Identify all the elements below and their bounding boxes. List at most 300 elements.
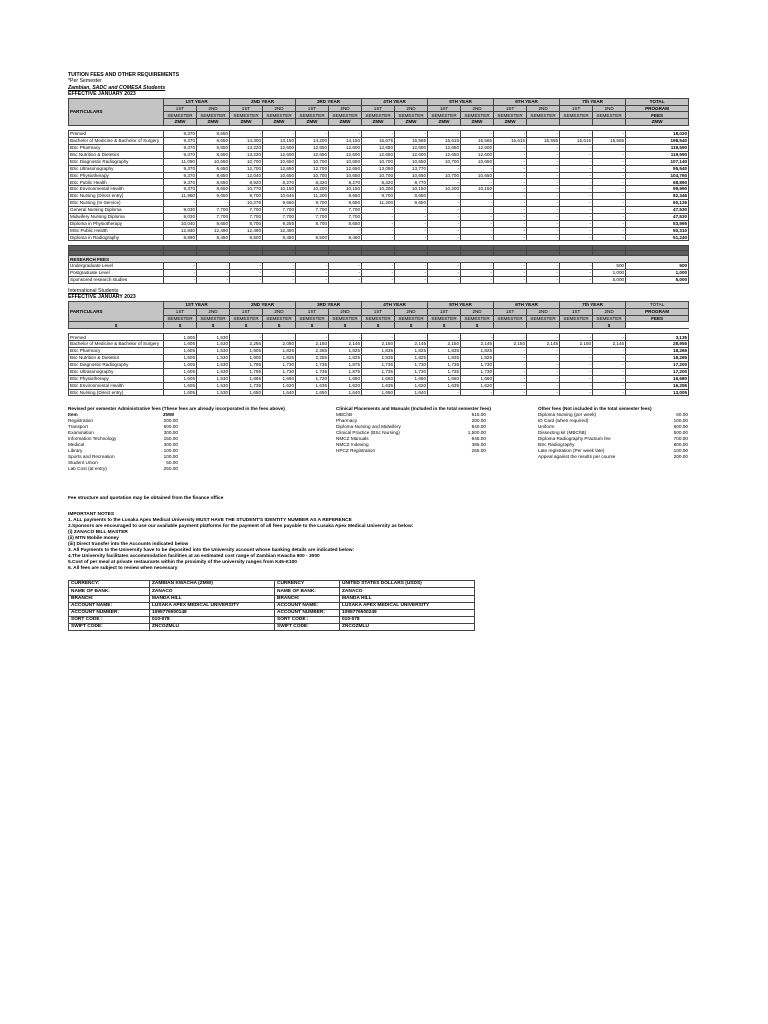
fee-item-value: 945.00 <box>471 436 486 442</box>
fee-item-name: Sports and Recreation <box>68 454 115 460</box>
fee-cell: 13,220 <box>230 144 263 151</box>
fee-cell: 9,700 <box>296 200 329 207</box>
note-line: 5.Cost of per meal at private restaurants within the proximity of the university ranges from K45-K100 <box>68 560 297 566</box>
fee-cell: 12,650 <box>428 151 461 158</box>
table-row <box>69 165 689 172</box>
fee-cell: - <box>395 277 428 284</box>
fee-cell: 14,200 <box>296 138 329 145</box>
particulars-header: PARTICULARS <box>69 98 164 126</box>
fee-cell: 10,650 <box>395 172 428 179</box>
fee-cell: - <box>593 193 626 200</box>
total-header: TOTAL <box>626 301 689 308</box>
fee-item-name: NMCZ Manuals <box>336 436 369 442</box>
fee-cell: 12,650 <box>362 144 395 151</box>
fee-cell: - <box>560 131 593 138</box>
international-header <box>68 288 688 301</box>
currency-label: $ <box>461 322 494 329</box>
fee-cell: 9,370 <box>164 138 197 145</box>
fee-cell: 8,650 <box>197 179 230 186</box>
fee-cell: 2,145 <box>593 341 626 348</box>
table-row <box>69 158 689 165</box>
semester-2-label: 2ND <box>527 308 560 315</box>
fee-cell: 1,835 <box>428 355 461 362</box>
fee-item-name: Diploma Nursing and Midwifery <box>336 424 401 430</box>
bank-field-label: SORT CODE : <box>275 616 340 623</box>
fee-cell: 9,370 <box>164 165 197 172</box>
fee-cell: - <box>494 355 527 362</box>
semester-word: SEMESTER <box>197 112 230 119</box>
fee-cell: 1,825 <box>395 355 428 362</box>
fee-item-value: 600.00 <box>163 424 178 430</box>
fee-cell: - <box>461 270 494 277</box>
total-cell: 68,890 <box>626 179 689 186</box>
total-cell: 28,955 <box>626 341 689 348</box>
program-name: Bachelor of Medicine & Bachelor of Surgery <box>69 341 164 348</box>
fee-cell: 12,040 <box>230 172 263 179</box>
note-line: 2.Sponsors are encouraged to use our available payment platforms for the payment of all fees payable to the Lusaka Apex Medical University as below: <box>68 524 414 530</box>
fee-cell: - <box>560 355 593 362</box>
fee-cell: 8,700 <box>296 220 329 227</box>
semester-2-label: 2ND <box>395 105 428 112</box>
bank-field-label: SWIFT CODE: <box>275 623 340 630</box>
fee-cell: 1,730 <box>395 361 428 368</box>
fee-cell: 1,735 <box>428 368 461 375</box>
fee-cell: - <box>461 220 494 227</box>
fee-cell: - <box>428 206 461 213</box>
fee-cell: - <box>461 277 494 284</box>
currency-label: ZMW <box>296 119 329 126</box>
fee-document <box>68 72 688 631</box>
fee-cell: - <box>560 277 593 284</box>
total-cell: 17,200 <box>626 361 689 368</box>
fee-cell: - <box>527 220 560 227</box>
bank-field-value: ZAMBIAN KWACHA (ZMW) <box>150 581 275 588</box>
fee-cell: - <box>527 355 560 362</box>
fee-cell: - <box>494 186 527 193</box>
fee-cell: - <box>560 220 593 227</box>
fee-cell: - <box>428 193 461 200</box>
year-header: 6TH YEAR <box>494 98 560 105</box>
semester-2-label: 2ND <box>593 308 626 315</box>
fee-cell: 2,150 <box>494 341 527 348</box>
currency-label: $ <box>230 322 263 329</box>
table-row <box>69 375 689 382</box>
fee-cell: 10,700 <box>230 158 263 165</box>
fees-label: FEES <box>626 315 689 322</box>
fee-cell: 7,700 <box>329 206 362 213</box>
fee-cell: - <box>329 131 362 138</box>
bank-field-label: NAME OF BANK: <box>275 588 340 595</box>
fee-cell: - <box>461 165 494 172</box>
fee-cell: 1,530 <box>197 355 230 362</box>
year-header: 3RD YEAR <box>296 98 362 105</box>
fee-cell: - <box>593 172 626 179</box>
fee-cell: 1,640 <box>263 389 296 396</box>
fee-cell: - <box>428 334 461 341</box>
bank-field-label: CURRENCY: <box>69 581 150 588</box>
fee-cell: - <box>527 227 560 234</box>
fee-cell: - <box>527 186 560 193</box>
fee-cell: 1,530 <box>197 334 230 341</box>
fee-cell: 2,255 <box>296 348 329 355</box>
program-name: BSc Diagnostic Radiography <box>69 158 164 165</box>
fee-cell: 8,920 <box>230 179 263 186</box>
program-name: Premed <box>69 131 164 138</box>
fee-cell: - <box>395 234 428 241</box>
table-row <box>69 355 689 362</box>
table-row <box>69 263 689 270</box>
fee-item-value: 500.00 <box>673 430 688 436</box>
fee-cell: - <box>593 179 626 186</box>
fee-cell: - <box>230 131 263 138</box>
fee-cell: - <box>494 368 527 375</box>
fee-cell: - <box>461 206 494 213</box>
semester-word: SEMESTER <box>296 315 329 322</box>
currency-label <box>527 322 560 329</box>
program-name: BSc Pharmacy <box>69 144 164 151</box>
fee-cell: 1,530 <box>197 375 230 382</box>
fee-cell: - <box>263 334 296 341</box>
fee-cell: - <box>494 277 527 284</box>
currency-label: ZMW <box>428 119 461 126</box>
fee-cell: 12,490 <box>197 227 230 234</box>
admin-fee-list <box>68 418 318 472</box>
fee-cell: 1,650 <box>230 389 263 396</box>
table-row <box>69 144 689 151</box>
fee-cell: 1,635 <box>428 382 461 389</box>
fee-cell: 13,150 <box>263 138 296 145</box>
fee-cell: - <box>527 213 560 220</box>
fee-cell: - <box>527 165 560 172</box>
other-fees-block <box>538 406 688 460</box>
fee-cell: 1,905 <box>230 355 263 362</box>
fee-cell: 9,650 <box>395 200 428 207</box>
table-row <box>69 382 689 389</box>
fee-cell: 8,500 <box>230 234 263 241</box>
fee-cell: - <box>461 389 494 396</box>
fee-cell: - <box>593 220 626 227</box>
fee-cell: - <box>593 227 626 234</box>
fee-cell: - <box>428 165 461 172</box>
fee-cell: - <box>362 213 395 220</box>
fee-cell: - <box>494 334 527 341</box>
currency-label: ZMW <box>329 119 362 126</box>
semester-word: SEMESTER <box>395 112 428 119</box>
fee-cell: 1,730 <box>461 368 494 375</box>
program-name: General Nursing Diploma <box>69 206 164 213</box>
fee-cell: - <box>494 206 527 213</box>
fee-cell: 9,370 <box>164 179 197 186</box>
semester-word: SEMESTER <box>197 315 230 322</box>
fee-cell: - <box>428 263 461 270</box>
fee-cell: 1,795 <box>230 361 263 368</box>
fee-cell: 8,650 <box>197 220 230 227</box>
fee-item-name: Lab Cost (at entry) <box>68 466 107 472</box>
bank-field-value: ZANACO <box>150 588 275 595</box>
total-cell: 16,255 <box>626 382 689 389</box>
fee-cell: 1,640 <box>329 389 362 396</box>
program-name: BSc Nursing (In-Service) <box>69 200 164 207</box>
semester-2-label: 2ND <box>263 105 296 112</box>
fee-item-name: MBChB <box>336 412 353 418</box>
fee-cell: - <box>494 144 527 151</box>
bank-field-value: ZNCOZMLU <box>150 623 275 630</box>
fee-cell: - <box>494 348 527 355</box>
fee-cell: - <box>494 158 527 165</box>
fee-cell: - <box>296 227 329 234</box>
program-name: BSc Diagnostic Radiography <box>69 361 164 368</box>
fee-cell: 1,730 <box>263 368 296 375</box>
fee-cell: - <box>296 131 329 138</box>
currency-label: ZMW <box>362 119 395 126</box>
semester-2-label: 2ND <box>527 105 560 112</box>
fee-cell: 10,150 <box>329 186 362 193</box>
year-header: 2ND YEAR <box>230 301 296 308</box>
fee-cell: 12,650 <box>263 165 296 172</box>
fee-cell: - <box>527 234 560 241</box>
fee-cell: - <box>593 206 626 213</box>
bank-details-body <box>69 581 475 631</box>
fee-cell: - <box>527 193 560 200</box>
semester-word: SEMESTER <box>230 315 263 322</box>
fee-cell: 2,150 <box>560 341 593 348</box>
fee-cell: 2,255 <box>296 355 329 362</box>
note-line: 6. All fees are subject to review when necessary <box>68 566 178 572</box>
total-cell: 47,530 <box>626 206 689 213</box>
currency-label <box>494 322 527 329</box>
fee-item-value: 100.00 <box>163 448 178 454</box>
table-row <box>69 348 689 355</box>
fee-cell: - <box>164 263 197 270</box>
fee-cell: - <box>461 334 494 341</box>
table-row <box>69 151 689 158</box>
fee-cell: - <box>362 206 395 213</box>
fee-cell: 1,530 <box>197 389 230 396</box>
fee-item-name: Pharmacy <box>336 418 358 424</box>
fee-cell: 8,650 <box>197 165 230 172</box>
program-name: Diploma in Radiography <box>69 234 164 241</box>
fee-cell: - <box>527 375 560 382</box>
currency-label: $ <box>329 322 362 329</box>
fee-cell: - <box>527 389 560 396</box>
finance-note: Fee structure and quotation may be obtained from the finance office <box>68 496 224 502</box>
fee-cell: - <box>593 131 626 138</box>
fee-cell: 1,865 <box>230 375 263 382</box>
program-name: Premed <box>69 334 164 341</box>
fee-cell: - <box>527 361 560 368</box>
currency-label: $ <box>197 322 230 329</box>
fee-cell: 10,700 <box>296 172 329 179</box>
semester-word: SEMESTER <box>593 112 626 119</box>
fee-cell: - <box>494 165 527 172</box>
fee-cell: - <box>164 270 197 277</box>
document-header <box>68 72 688 98</box>
currency-label: $ <box>362 322 395 329</box>
fee-cell: - <box>362 227 395 234</box>
table-row <box>69 341 689 348</box>
fee-item-value: 300.00 <box>163 430 178 436</box>
fee-cell: - <box>527 263 560 270</box>
fee-cell: 9,370 <box>164 151 197 158</box>
bank-field-value: MANDA HILL <box>150 595 275 602</box>
fee-cell: - <box>494 270 527 277</box>
semester-1-label: 1ST <box>164 105 197 112</box>
fee-cell: 11,200 <box>296 193 329 200</box>
fee-cell: - <box>329 277 362 284</box>
fee-item <box>336 448 536 454</box>
fee-cell: 1,795 <box>230 368 263 375</box>
fee-cell: - <box>527 172 560 179</box>
fee-cell: 1,905 <box>230 348 263 355</box>
semester-2-label: 2ND <box>461 105 494 112</box>
student-category: Zambian, SADC and COMESA Students <box>68 84 166 91</box>
fee-cell: 2,145 <box>329 341 362 348</box>
currency-label: ZMW <box>197 119 230 126</box>
semester-word: SEMESTER <box>230 112 263 119</box>
year-header: 1ST YEAR <box>164 301 230 308</box>
fee-cell: 8,650 <box>197 138 230 145</box>
fee-item-value: 300.00 <box>163 442 178 448</box>
fee-cell: 15,615 <box>428 138 461 145</box>
fee-cell: 1,735 <box>296 361 329 368</box>
fee-cell: 1,605 <box>164 341 197 348</box>
fee-cell: 12,490 <box>230 227 263 234</box>
table-row <box>69 277 689 284</box>
fee-cell: - <box>494 200 527 207</box>
effective-date: EFFECTIVE JANUARY 2023 <box>68 91 136 98</box>
program-name: Bachelor of Medicine & Bachelor of Surgery <box>69 138 164 145</box>
fee-cell: - <box>461 213 494 220</box>
fee-cell: 8,890 <box>164 234 197 241</box>
table-row <box>69 138 689 145</box>
international-title: International Students <box>68 288 119 294</box>
fee-item <box>538 454 688 460</box>
total-cell: 51,240 <box>626 234 689 241</box>
admin-item-label: Item <box>68 412 78 418</box>
fee-cell: - <box>560 227 593 234</box>
semester-word: SEMESTER <box>527 112 560 119</box>
fee-cell: 1,605 <box>164 334 197 341</box>
clinical-fees-title: Clinical Placements and Manuals (Included in the total semester fees) <box>336 406 491 412</box>
year-header: 6TH YEAR <box>494 301 560 308</box>
semester-1-label: 1ST <box>296 308 329 315</box>
fee-cell: 8,500 <box>296 234 329 241</box>
fee-cell: 15,565 <box>593 138 626 145</box>
fee-cell: 1,730 <box>263 361 296 368</box>
fee-cell: 7,700 <box>296 206 329 213</box>
bank-field-value: 1095776500148 <box>150 609 275 616</box>
fee-cell: 9,650 <box>329 200 362 207</box>
fee-cell: 9,650 <box>329 193 362 200</box>
semester-1-label: 1ST <box>428 308 461 315</box>
admin-zmw-label: ZMW <box>163 412 175 418</box>
fee-cell: - <box>461 234 494 241</box>
semester-2-label: 2ND <box>197 308 230 315</box>
year-header: 7th YEAR <box>560 98 626 105</box>
fee-item-value: 200.00 <box>163 418 178 424</box>
semester-2-label: 2ND <box>197 105 230 112</box>
fee-cell: - <box>296 334 329 341</box>
fee-item-value: 200.00 <box>471 418 486 424</box>
fee-cell: 12,700 <box>230 165 263 172</box>
fee-cell: 1,825 <box>329 355 362 362</box>
fee-cell: - <box>593 368 626 375</box>
fee-cell: 1,635 <box>296 382 329 389</box>
fee-cell: 8,770 <box>395 179 428 186</box>
fee-cell: 1,620 <box>329 382 362 389</box>
fee-cell: 1,825 <box>263 348 296 355</box>
bank-field-label: SWIFT CODE: <box>69 623 150 630</box>
currency-label: ZMW <box>461 119 494 126</box>
fee-cell: - <box>494 382 527 389</box>
program-name: BSc Nursing (Direct entry) <box>69 389 164 396</box>
fee-cell: 8,650 <box>197 144 230 151</box>
fee-cell: 2,265 <box>230 341 263 348</box>
finance-note-block <box>68 496 688 502</box>
per-semester-note: *Per Semester <box>68 78 102 85</box>
fee-item-name: Late registration (Per week late) <box>538 448 605 454</box>
program-name: BSc Physiotherapy <box>69 375 164 382</box>
currency-label: $ <box>69 322 164 329</box>
fee-cell: 8,450 <box>197 234 230 241</box>
fee-cell: 1,660 <box>263 375 296 382</box>
total-cell: 119,590 <box>626 151 689 158</box>
fee-cell: 1,660 <box>428 375 461 382</box>
semester-1-label: 1ST <box>296 105 329 112</box>
fee-cell: - <box>527 277 560 284</box>
fee-cell: 1,530 <box>197 361 230 368</box>
bank-field-label: SORT CODE : <box>69 616 150 623</box>
fee-cell: - <box>230 277 263 284</box>
fee-cell: 7,700 <box>197 213 230 220</box>
currency-label: ZMW <box>230 119 263 126</box>
fee-cell: 10,650 <box>263 158 296 165</box>
semester-word: SEMESTER <box>329 112 362 119</box>
fee-cell: - <box>560 348 593 355</box>
fee-cell: 8,650 <box>329 220 362 227</box>
semester-word: SEMESTER <box>461 315 494 322</box>
fee-cell: - <box>494 193 527 200</box>
fee-item-name: Dissecting kit (MBChB) <box>538 430 587 436</box>
fee-cell: 15,565 <box>395 138 428 145</box>
fee-cell: - <box>461 179 494 186</box>
fee-cell: 2,145 <box>461 341 494 348</box>
total-cell: 119,590 <box>626 144 689 151</box>
total-cell: 5,000 <box>626 277 689 284</box>
semester-word: SEMESTER <box>428 315 461 322</box>
semester-1-label: 1ST <box>560 105 593 112</box>
fee-cell: 9,370 <box>164 172 197 179</box>
fee-item-value: 100.00 <box>673 418 688 424</box>
program-name: BSc Nursing (Direct entry) <box>69 193 164 200</box>
fee-cell: 1,605 <box>164 382 197 389</box>
fee-item-name: Diploma Nursing (per week) <box>538 412 597 418</box>
fee-cell: - <box>461 193 494 200</box>
bank-field-value: 010-078 <box>340 616 475 623</box>
fee-cell: 10,200 <box>428 186 461 193</box>
currency-label: ZMW <box>494 119 527 126</box>
semester-1-label: 1ST <box>230 105 263 112</box>
fee-item-name: Medical <box>68 442 85 448</box>
total-cell: 18,265 <box>626 348 689 355</box>
total-cell: 104,760 <box>626 172 689 179</box>
fee-cell: 7,700 <box>230 213 263 220</box>
international-effective-date: EFFECTIVE JANUARY 2023 <box>68 294 136 301</box>
fee-item-name: ID Card (when required) <box>538 418 589 424</box>
fee-cell: - <box>593 375 626 382</box>
semester-1-label: 1ST <box>494 308 527 315</box>
total-cell: 1,000 <box>626 270 689 277</box>
